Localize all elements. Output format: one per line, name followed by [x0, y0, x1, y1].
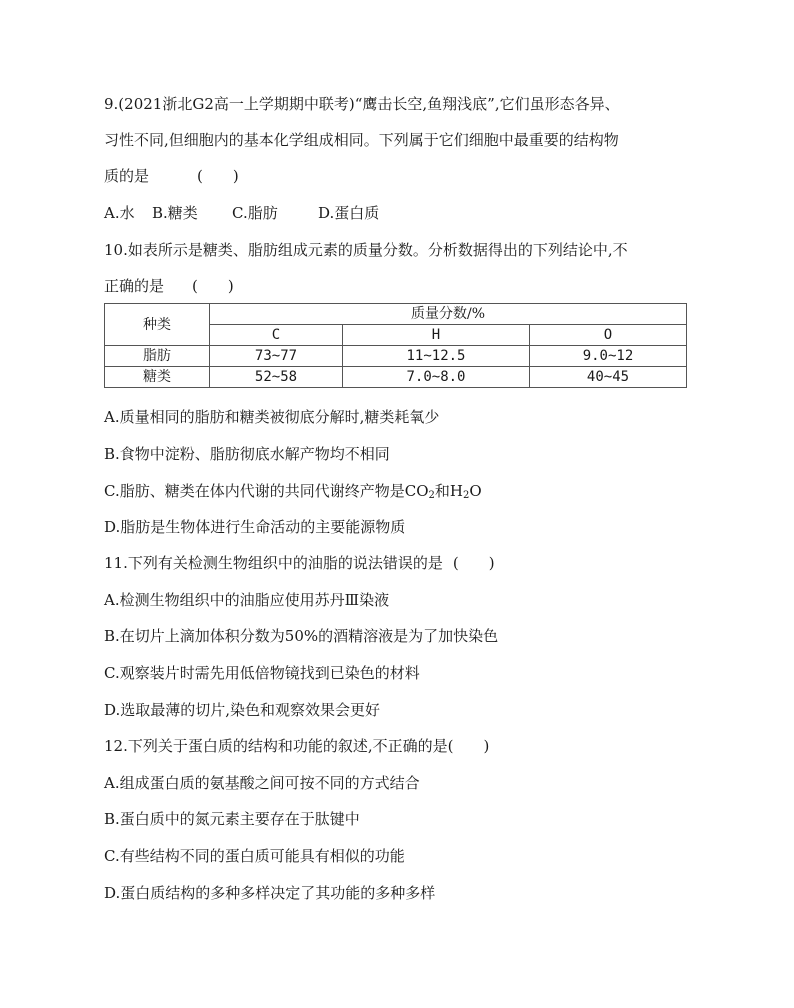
- q9-answer-bracket: ( ): [197, 167, 239, 185]
- subscript: 2: [462, 490, 470, 501]
- q10-stem-line-2: [104, 276, 704, 296]
- table-cell: 7.0~8.0: [343, 367, 530, 388]
- q11-answer-bracket: ( ): [452, 554, 495, 572]
- q9-stem-line-3: [104, 166, 704, 186]
- q10-option-c: [104, 481, 704, 501]
- q11-option-a: A.检测生物组织中的油脂应使用苏丹Ⅲ染液: [104, 591, 390, 609]
- table-row: [105, 346, 687, 367]
- q12-option-b: B.蛋白质中的氮元素主要存在于肽键中: [104, 810, 360, 828]
- table-header-c: C: [210, 325, 343, 346]
- subscript: 2: [428, 490, 435, 501]
- table-row-name: 脂肪: [105, 346, 210, 367]
- q9-options: [104, 203, 704, 223]
- table-header-o: O: [530, 325, 687, 346]
- table-cell: 73~77: [210, 346, 343, 367]
- table-row-name: 糖类: [105, 367, 210, 388]
- q11-option-c: C.观察装片时需先用低倍物镜找到已染色的材料: [104, 664, 420, 682]
- q11-stem: [104, 553, 704, 573]
- q9-option-c: C.脂肪: [232, 204, 278, 222]
- q9-option-b: B.糖类: [152, 204, 198, 222]
- q10-stem-text: 正确的是: [104, 277, 165, 295]
- q10-option-a: A.质量相同的脂肪和糖类被彻底分解时,糖类耗氧少: [104, 408, 440, 426]
- table-cell: 11~12.5: [343, 346, 530, 367]
- q11-option-d: D.选取最薄的切片,染色和观察效果会更好: [104, 701, 381, 719]
- table-header-mass-fraction: 质量分数/%: [210, 304, 687, 325]
- q10-stem-line-1: 10.如表所示是糖类、脂肪组成元素的质量分数。分析数据得出的下列结论中,不: [104, 241, 628, 259]
- table-header-type: 种类: [105, 304, 210, 346]
- q9-option-d: D.蛋白质: [318, 204, 380, 222]
- q12-option-d: D.蛋白质结构的多种多样决定了其功能的多种多样: [104, 884, 436, 902]
- table-row: [105, 367, 687, 388]
- q12-answer-bracket: ( ): [447, 737, 490, 755]
- q12-stem-text: 12.下列关于蛋白质的结构和功能的叙述,不正确的是: [104, 737, 448, 755]
- q9-stem-line-1: 9.(2021浙北G2高一上学期期中联考)“鹰击长空,鱼翔浅底”,它们虽形态各异、: [104, 95, 620, 113]
- composition-table: [104, 303, 687, 388]
- q10-option-d: D.脂肪是生物体进行生命活动的主要能源物质: [104, 518, 406, 536]
- q10-option-c-text: O: [469, 482, 482, 500]
- q10-option-c-text: 和H: [434, 482, 463, 500]
- table-cell: 9.0~12: [530, 346, 687, 367]
- q12-stem: [104, 736, 704, 756]
- q9-option-a: A.水: [104, 204, 135, 222]
- q9-stem-line-2: 习性不同,但细胞内的基本化学组成相同。下列属于它们细胞中最重要的结构物: [104, 131, 619, 149]
- q12-option-a: A.组成蛋白质的氨基酸之间可按不同的方式结合: [104, 774, 420, 792]
- q11-stem-text: 11.下列有关检测生物组织中的油脂的说法错误的是: [104, 554, 443, 572]
- table-header-h: H: [343, 325, 530, 346]
- q12-option-c: C.有些结构不同的蛋白质可能具有相似的功能: [104, 847, 405, 865]
- table-cell: 40~45: [530, 367, 687, 388]
- q10-answer-bracket: ( ): [192, 277, 234, 295]
- q10-option-b: B.食物中淀粉、脂肪彻底水解产物均不相同: [104, 445, 390, 463]
- table-cell: 52~58: [210, 367, 343, 388]
- q10-option-c-text: C.脂肪、糖类在体内代谢的共同代谢终产物是CO: [104, 482, 429, 500]
- q11-option-b: B.在切片上滴加体积分数为50%的酒精溶液是为了加快染色: [104, 627, 499, 645]
- q9-stem-text: 质的是: [104, 167, 150, 185]
